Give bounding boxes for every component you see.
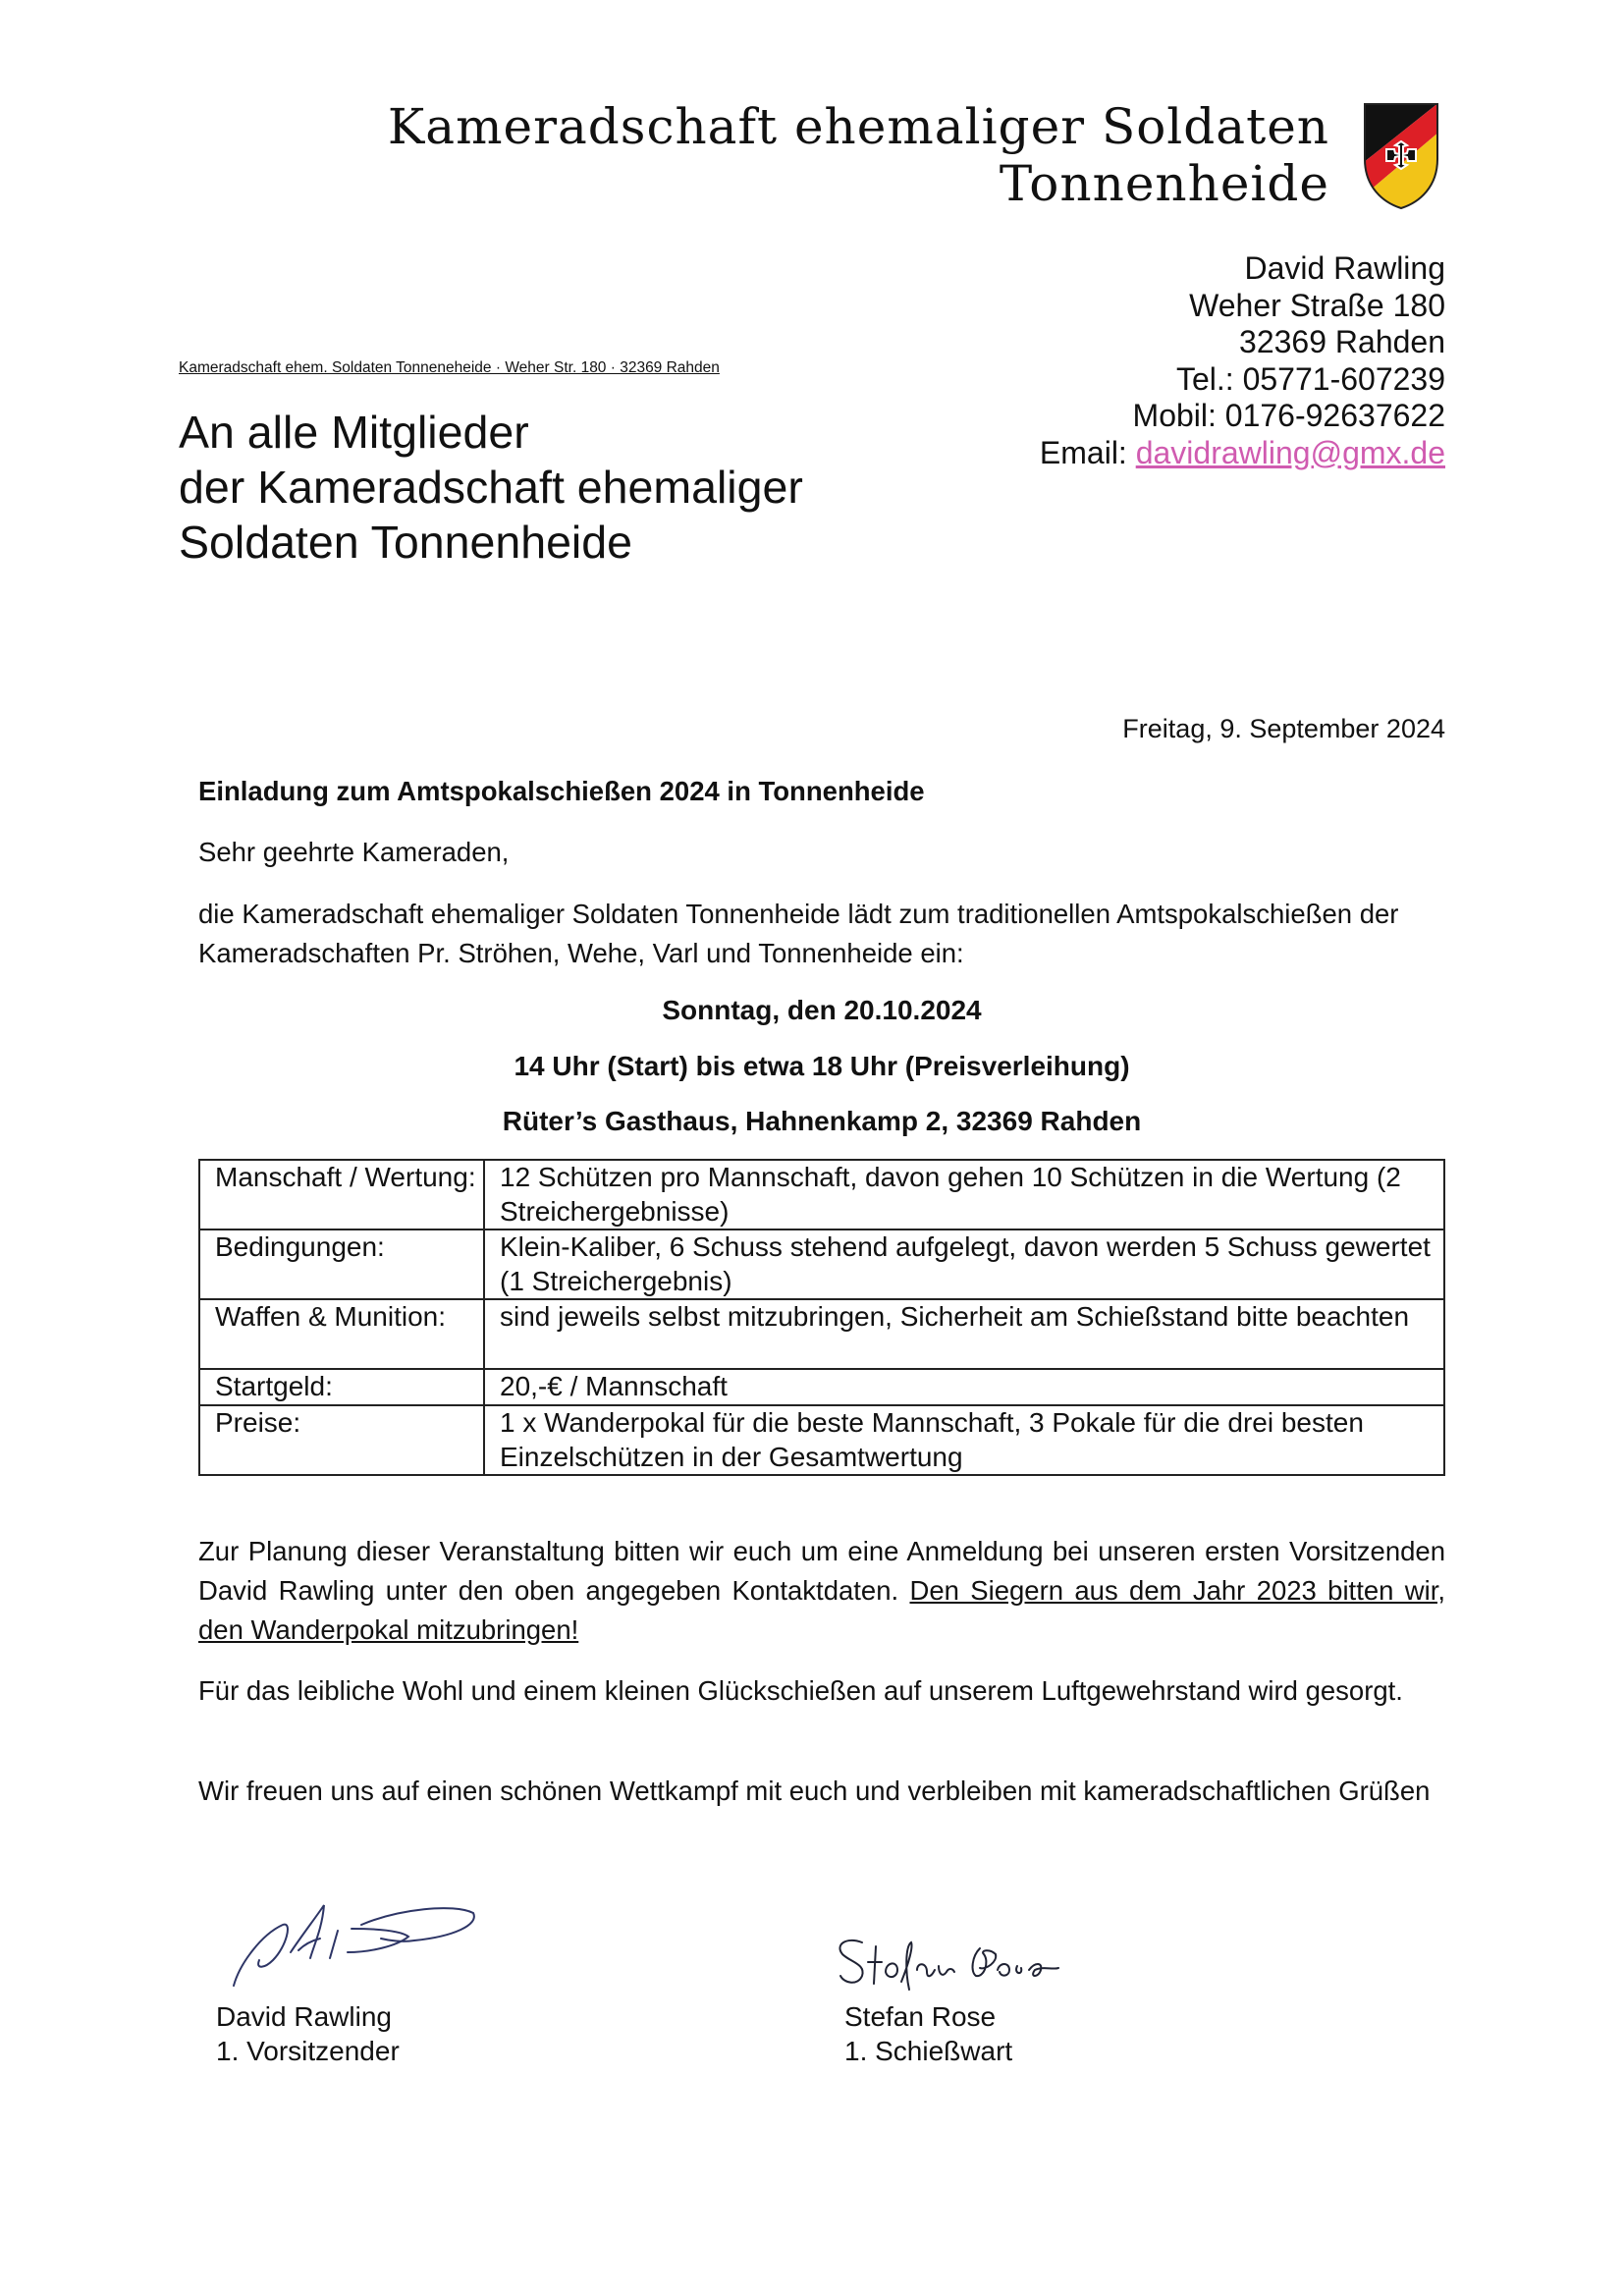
table-label-cell: Preise: [199,1405,484,1475]
event-date: Sonntag, den 20.10.2024 [662,995,982,1025]
table-value-cell: 20,-€ / Mannschaft [484,1369,1444,1405]
sender-email-link[interactable]: davidrawling@gmx.de [1135,434,1445,470]
signer-name: Stefan Rose [844,2001,997,2032]
letter-subject: Einladung zum Amtspokalschießen 2024 in Tonnenheide [198,776,925,806]
handwritten-signature-icon [833,1933,1062,1994]
table-row [199,1405,1444,1475]
signature-block-left [216,1999,400,2068]
sender-contact-block [1040,250,1445,471]
table-row [199,1160,1444,1229]
planning-underlined-text: Den Siegern aus dem Jahr 2023 bitten wir, den Wanderpokal mitzubringen! [198,1575,1445,1645]
table-value-cell: 1 x Wanderpokal für die beste Mannschaft, 3 Pokale für die drei besten Einzelschützen in der Gesamtwertung [484,1405,1444,1475]
details-table [198,1159,1445,1476]
table-row [199,1229,1444,1299]
sender-email-line [1040,435,1445,472]
sender-mobile: Mobil: 0176-92637622 [1132,398,1445,433]
sender-street: Weher Straße 180 [1189,287,1445,323]
table-label-cell: Manschaft / Wertung: [199,1160,484,1229]
event-location: Rüter’s Gasthaus, Hahnenkamp 2, 32369 Rahden [502,1106,1142,1136]
sender-phone: Tel.: 05771-607239 [1176,360,1445,397]
organization-title [388,98,1329,212]
recipient-line-1: An alle Mitglieder [179,407,529,458]
planning-text: Zur Planung dieser Veranstaltung bitten wir euch um eine Anmeldung bei unseren ersten Vorsitzenden David Rawling unter den oben angegeben Kontaktdaten. [198,1536,1445,1606]
signature-block-right [844,1999,1012,2068]
sender-name: David Rawling [1244,250,1445,286]
handwritten-signature-icon [222,1895,477,1994]
signer-role: 1. Schießwart [844,2036,1013,2066]
letter-date: Freitag, 9. September 2024 [1122,714,1445,743]
shield-cross-icon [1363,102,1439,210]
sender-city: 32369 Rahden [1239,324,1445,359]
table-value-cell: Klein-Kaliber, 6 Schuss stehend aufgelegt, davon werden 5 Schuss gewertet (1 Streichergebnis) [484,1229,1444,1299]
table-label-cell: Waffen & Munition: [199,1299,484,1369]
signer-name: David Rawling [216,2001,392,2032]
table-label-cell: Startgeld: [199,1369,484,1405]
catering-paragraph: Für das leibliche Wohl und einem kleinen Glückschießen auf unserem Luftgewehrstand wird gesorgt. [198,1675,1403,1706]
table-row [199,1299,1444,1369]
return-address-line: Kameradschaft ehem. Soldaten Tonneneheide · Weher Str. 180 · 32369 Rahden [179,359,720,376]
organization-title-line-2: Tonnenheide [999,155,1329,212]
signer-role: 1. Vorsitzender [216,2036,400,2066]
sender-email-label: Email: [1039,434,1136,470]
table-label-cell: Bedingungen: [199,1229,484,1299]
table-value-cell: sind jeweils selbst mitzubringen, Sicherheit am Schießstand bitte beachten [484,1299,1444,1369]
intro-paragraph: die Kameradschaft ehemaliger Soldaten Tonnenheide lädt zum traditionellen Amtspokalschießen der Kameradschaften Pr. Ströhen, Wehe, Varl und Tonnenheide ein: [198,899,1399,968]
recipient-address [179,405,803,570]
table-value-cell: 12 Schützen pro Mannschaft, davon gehen 10 Schützen in die Wertung (2 Streichergebnisse) [484,1160,1444,1229]
organization-title-line-1: Kameradschaft ehemaliger Soldaten [387,98,1329,155]
recipient-line-3: Soldaten Tonnenheide [179,517,632,568]
salutation: Sehr geehrte Kameraden, [198,837,510,867]
event-time: 14 Uhr (Start) bis etwa 18 Uhr (Preisverleihung) [514,1051,1130,1081]
table-row [199,1369,1444,1405]
recipient-line-2: der Kameradschaft ehemaliger [179,462,803,513]
planning-paragraph [198,1532,1445,1650]
closing-paragraph: Wir freuen uns auf einen schönen Wettkampf mit euch und verbleiben mit kameradschaftlichen Grüßen [198,1776,1431,1806]
